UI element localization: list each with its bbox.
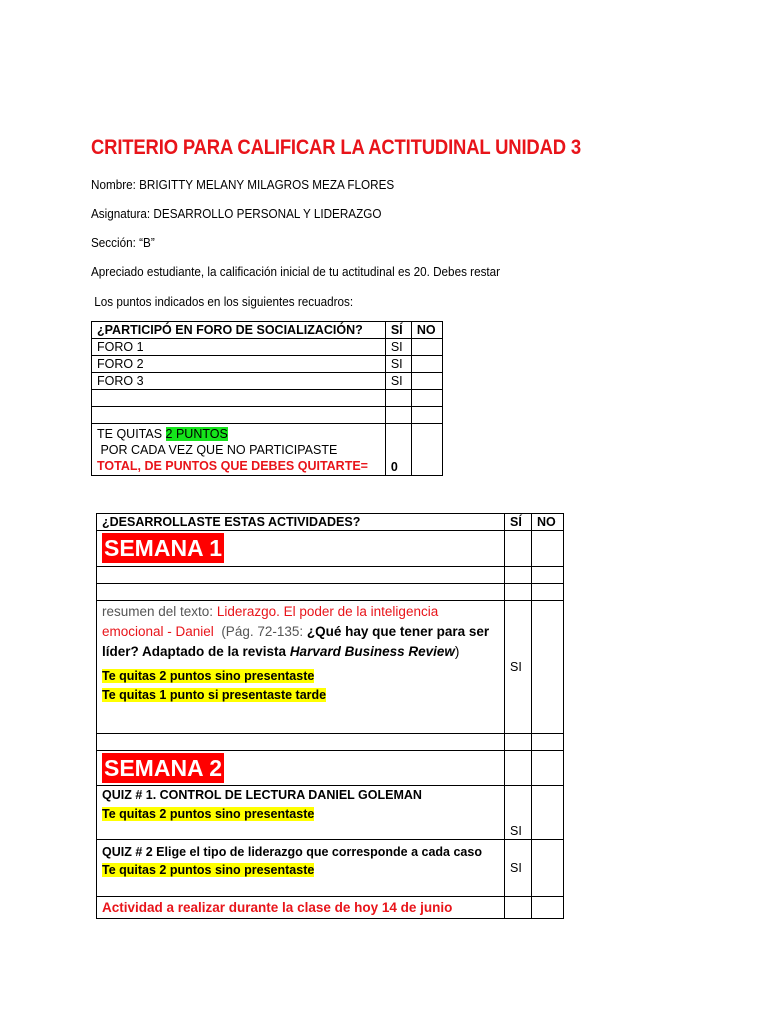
forum-si: SI — [385, 373, 411, 390]
forum-si: SI — [385, 339, 411, 356]
resumen-italic: Harvard Business Review — [289, 644, 455, 659]
quiz-1-penalty: Te quitas 2 puntos sino presentaste — [102, 807, 315, 821]
quiz-2-cell — [97, 840, 505, 897]
actividad-row — [97, 897, 564, 919]
si-header: SÍ — [385, 322, 411, 339]
resumen-bold: ¿Qué hay que tener para ser líder? Adaptado de la revista — [102, 624, 490, 659]
intro-text: Apreciado estudiante, la calificación inicial de tu actitudinal es 20. Debes restar — [91, 264, 501, 279]
intro-text-2: Los puntos indicados en los siguientes recuadros: — [91, 294, 354, 309]
resumen-row — [97, 601, 564, 734]
semana-1-row — [97, 531, 564, 567]
quiz-1-cell — [97, 786, 505, 840]
resumen-close: ) — [454, 644, 460, 659]
forum-no — [411, 356, 442, 373]
si-header: SÍ — [505, 514, 532, 531]
empty-row — [97, 734, 564, 751]
forum-label: FORO 3 — [92, 373, 386, 390]
activities-question-header: ¿DESARROLLASTE ESTAS ACTIVIDADES? — [97, 514, 505, 531]
forum-table — [91, 321, 443, 476]
resumen-si: SI — [505, 601, 532, 734]
forum-question-header: ¿PARTICIPÓ EN FORO DE SOCIALIZACIÓN? — [92, 322, 386, 339]
quiz-2-penalty: Te quitas 2 puntos sino presentaste — [102, 863, 315, 877]
semana-1-label: SEMANA 1 — [104, 535, 222, 561]
page-title: CRITERIO PARA CALIFICAR LA ACTITUDINAL UNIDAD 3 — [91, 136, 581, 159]
semana-2-label: SEMANA 2 — [104, 755, 222, 781]
activities-table — [96, 513, 564, 919]
resumen-cell — [97, 601, 505, 734]
no-header: NO — [411, 322, 442, 339]
resumen-penalty-2: Te quitas 1 punto si presentaste tarde — [102, 688, 327, 702]
table-row — [92, 339, 443, 356]
semana-2-row — [97, 751, 564, 786]
quiz-1-row — [97, 786, 564, 840]
resumen-prefix: resumen del texto: — [102, 604, 217, 619]
forum-si: SI — [385, 356, 411, 373]
quiz-2-row — [97, 840, 564, 897]
total-value: 0 — [385, 424, 411, 476]
forum-label: FORO 2 — [92, 356, 386, 373]
forum-no — [411, 373, 442, 390]
forum-footer-row — [92, 424, 443, 476]
penalty-prefix: TE QUITAS — [97, 427, 166, 441]
empty-row — [97, 584, 564, 601]
quiz-2-title: QUIZ # 2 Elige el tipo de liderazgo que corresponde a cada caso — [102, 845, 482, 859]
empty-row — [92, 407, 443, 424]
penalty-points: 2 PUNTOS — [165, 427, 228, 441]
total-label: TOTAL, DE PUNTOS QUE DEBES QUITARTE= — [97, 459, 368, 473]
forum-no — [411, 339, 442, 356]
quiz-2-si: SI — [505, 840, 532, 897]
forum-penalty-cell — [92, 424, 386, 476]
empty-row — [92, 390, 443, 407]
table-header-row — [97, 514, 564, 531]
no-header: NO — [532, 514, 564, 531]
penalty-suffix: POR CADA VEZ QUE NO PARTICIPASTE — [97, 443, 338, 457]
quiz-1-title: QUIZ # 1. CONTROL DE LECTURA DANIEL GOLEMAN — [102, 788, 422, 802]
resumen-penalty-1: Te quitas 2 puntos sino presentaste — [102, 669, 315, 683]
actividad-cell — [97, 897, 505, 919]
subject: Asignatura: DESARROLLO PERSONAL Y LIDERAZGO — [91, 206, 382, 221]
table-row — [92, 373, 443, 390]
empty-row — [97, 567, 564, 584]
section: Sección: “B” — [91, 235, 155, 250]
quiz-1-si: SI — [505, 786, 532, 840]
table-header-row — [92, 322, 443, 339]
table-row — [92, 356, 443, 373]
forum-label: FORO 1 — [92, 339, 386, 356]
resumen-pages: (Pág. 72-135: — [213, 624, 307, 639]
actividad-text: Actividad a realizar durante la clase de hoy 14 de junio — [102, 900, 453, 915]
student-name: Nombre: BRIGITTY MELANY MILAGROS MEZA FLORES — [91, 177, 395, 192]
resumen-link[interactable]: Liderazgo. El poder de la inteligencia emocional - Daniel — [102, 604, 439, 639]
